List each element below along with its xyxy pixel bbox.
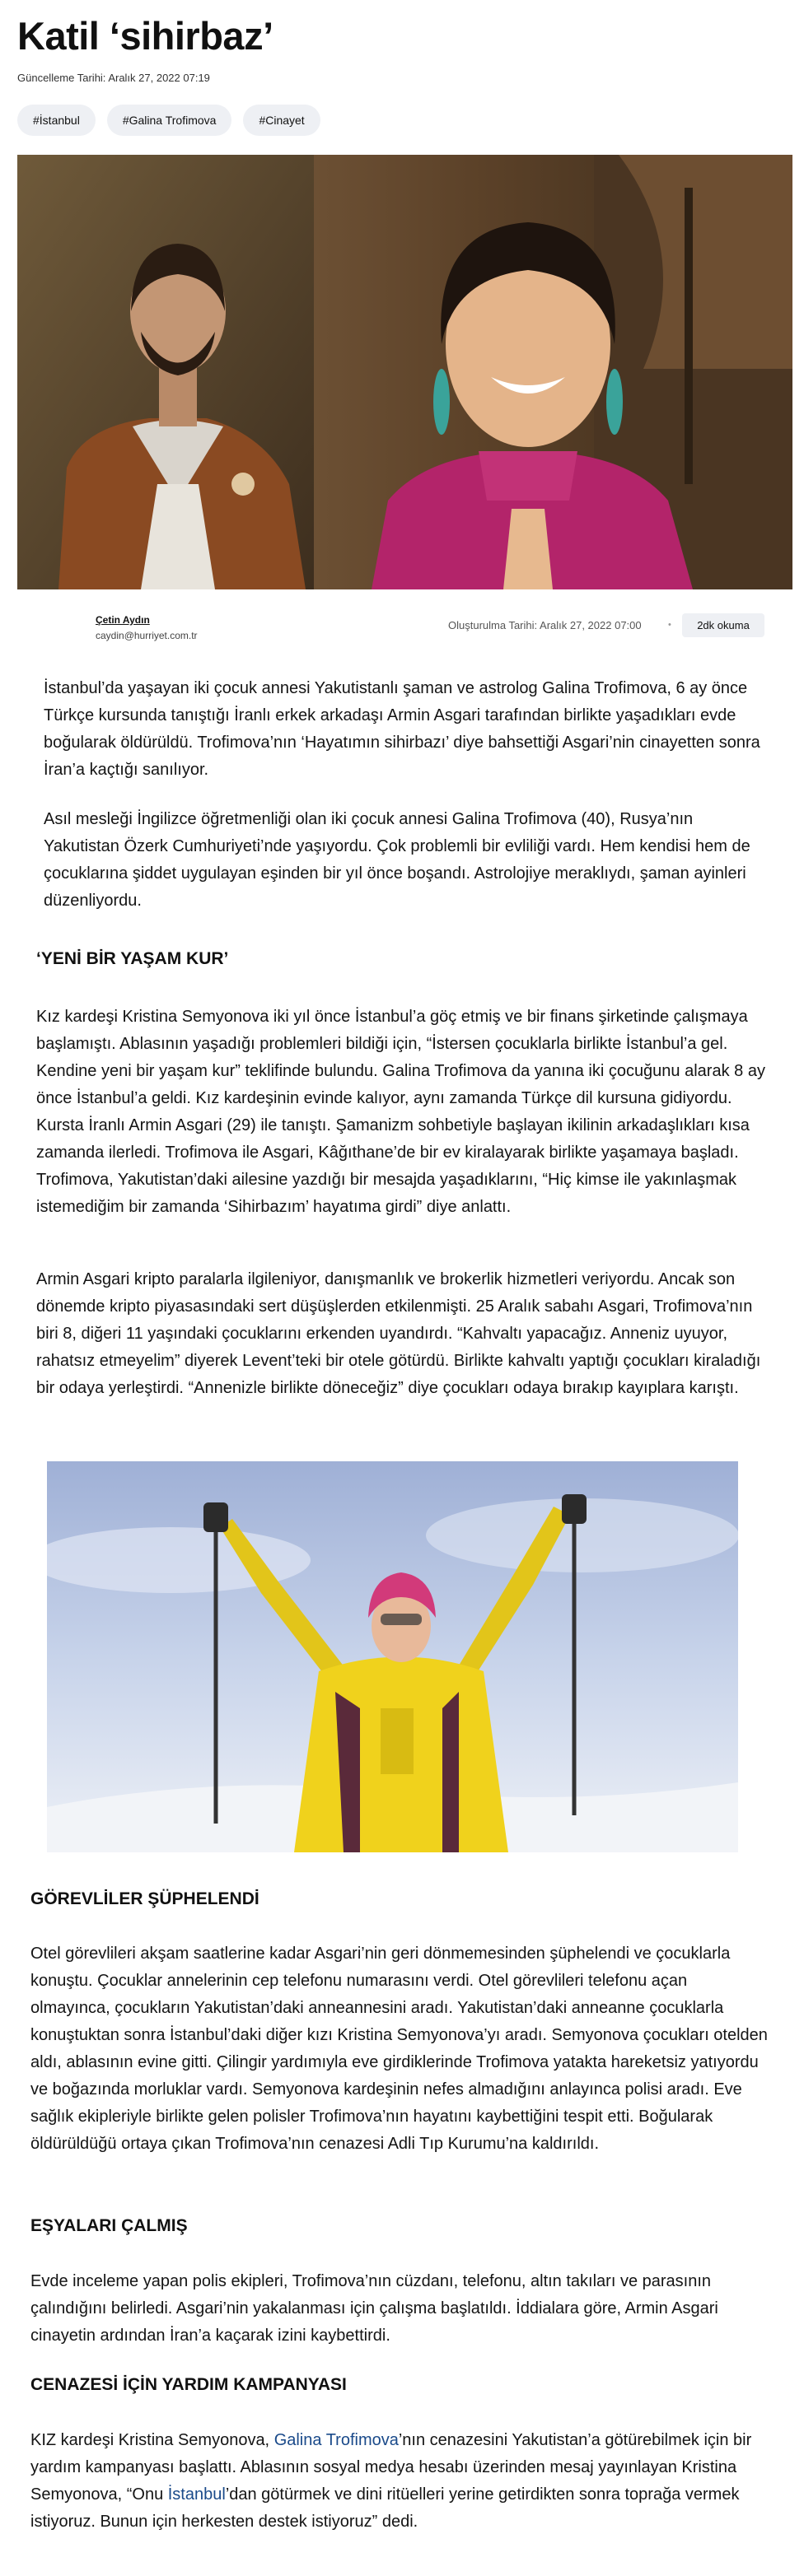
author-block	[96, 614, 198, 641]
tag-galina-trofimova[interactable]: #Galina Trofimova	[107, 105, 232, 136]
section-heading-yeni-bir-yasam: ‘YENİ BİR YAŞAM KUR’	[36, 949, 229, 968]
updated-date: Güncelleme Tarihi: Aralık 27, 2022 07:19	[17, 72, 210, 84]
tag-istanbul[interactable]: #İstanbul	[17, 105, 96, 136]
section1-paragraph-2: Armin Asgari kripto paralarla ilgileniyor, danışmanlık ve brokerlik hizmetleri veriyordu. Ancak son dönemde kripto piyasasındaki sert düşüşlerden etkilenmişti. 25 Aralık sabahı Asgari, Trofimova’nın biri 8, diğeri 11 yaşındaki çocuklarını erkenden uyandırdı. “Kahvaltı yapacağız. Anneniz uyuyor, rahatsız etmeyelim” diyerek Levent’teki bir otele götürdü. Birlikte kahvaltı yaptığı çocukları kiraladığı bir odaya yerleştirdi. “Annenizle birlikte döneceğiz” diye çocukları odaya bırakıp kayıplara karıştı.	[36, 1270, 761, 1397]
hero-photo	[17, 155, 792, 589]
created-date: Oluşturulma Tarihi: Aralık 27, 2022 07:00	[448, 619, 642, 631]
section2-paragraph: Otel görevlileri akşam saatlerine kadar Asgari’nin geri dönmemesinden şüphelendi ve çocuklarla konuştu. Çocuklar annelerinin cep telefonu numarasını verdi. Otel görevlileri telefonu açan olmayınca, çocukların Yakutistan’daki anneannesini aradı. Yakutistan’daki anneanne çocuklarla konuştuktan sonra İstanbul’daki diğer kızı Kristina Semyonova’yı aradı. Semyonova çocukları otelden aldı, ablasının evine gitti. Çilingir yardımıyla eve girdiklerinde Trofimova yatakta hareketsiz yatıyordu ve boğazında morluklar vardı. Semyonova kardeşinin nefes almadığını anlayınca polisi aradı. Eve sağlık ekipleriyle birlikte gelen polisler Trofimova’nın hayatını kaybettiğini tespit etti. Boğularak öldürüldüğü ortaya çıkan Trofimova’nın cenazesi Adli Tıp Kurumu’na kaldırıldı.	[30, 1945, 768, 2153]
intro-paragraph-1: İstanbul’da yaşayan iki çocuk annesi Yakutistanlı şaman ve astrolog Galina Trofimova, 6 ay önce Türkçe kursunda tanıştığı İranlı erkek arkadaşı Armin Asgari tarafından birlikte yaşadıkları evde boğularak öldürüldü. Trofimova’nın ‘Hayatımın sihirbazı’ diye bahsettiği Asgari’nin cinayetten sonra İran’a kaçtığı sanılıyor.	[44, 679, 760, 779]
section3-paragraph: Evde inceleme yapan polis ekipleri, Trofimova’nın cüzdanı, telefonu, altın takıları ve parasının çalındığını belirledi. Asgari’nin yakalanması için çalışma başlatıldı. İddialara göre, Armin Asgari cinayetin ardından İran’a kaçarak izini kaybettirdi.	[30, 2272, 718, 2345]
section1-paragraph-1: Kız kardeşi Kristina Semyonova iki yıl önce İstanbul’a göç etmiş ve bir finans şirketinde çalışmaya başlamıştı. Ablasının yaşadığı problemleri bildiği için, “İstersen çocuklarla birlikte İstanbul’a gel. Kendine yeni bir yaşam kur” teklifinde bulundu. Galina Trofimova da yanına iki çocuğunu alarak 8 ay önce İstanbul’a geldi. Kız kardeşinin evinde kalıyor, aynı zamanda Türkçe dil kursuna gidiyordu. Kursta İranlı Armin Asgari (29) ile tanıştı. Şamanizm sohbetiyle başlayan ikilinin arkadaşlıkları kısa zamanda ilerledi. Trofimova ile Asgari, Kâğıthane’de bir ev kiralayarak birlikte yaşamaya başladı. Trofimova, Yakutistan’daki ailesine yazdığı bir mesajda yaşadıklarını, “Hiç kimse ile yakınlaşmak istemediğim bir zamanda ‘Sihirbazım’ hayatıma girdi” diye anlattı.	[36, 1008, 765, 1216]
meta-separator: •	[668, 620, 671, 630]
tag-list	[17, 105, 320, 136]
article-title: Katil ‘sihirbaz’	[17, 14, 273, 58]
author-email: caydin@hurriyet.com.tr	[96, 630, 198, 641]
mountain-photo	[47, 1461, 738, 1852]
author-name-link[interactable]: Çetin Aydın	[96, 614, 150, 626]
intro-paragraph-2: Asıl mesleği İngilizce öğretmenliği olan iki çocuk annesi Galina Trofimova (40), Rusya’nın Yakutistan Özerk Cumhuriyeti’nde yaşıyordu. Çok problemli bir evliliği vardı. Hem kendisi hem de çocuklarına şiddet uygulayan eşinden bir yıl önce boşandı. Astrolojiye meraklıydı, şaman ayinleri düzenliyordu.	[44, 810, 750, 910]
section4-paragraph	[30, 2427, 755, 2536]
section4-text-1: KIZ kardeşi Kristina Semyonova,	[30, 2431, 274, 2449]
section4-text-3: ’dan götürmek ve dini ritüelleri yerine getirdikten sonra toprağa vermek istiyoruz. Bunun için herkesten destek istiyoruz” dedi.	[30, 2485, 740, 2531]
section4-text-2: ’nın cenazesini Yakutistan’a götürebilmek için bir yardım kampanyası başlattı. Ablasının sosyal medya hesabı üzerinden mesaj yayınlayan Kristina Semyonova, “Onu	[30, 2431, 752, 2504]
section-heading-cenazesi: CENAZESİ İÇİN YARDIM KAMPANYASI	[30, 2375, 347, 2394]
galina-trofimova-link[interactable]: Galina Trofimova	[273, 2431, 399, 2449]
section-heading-esyalari: EŞYALARI ÇALMIŞ	[30, 2216, 188, 2235]
article-image-2	[47, 1461, 738, 1852]
hero-image	[17, 155, 792, 589]
istanbul-link[interactable]: İstanbul	[167, 2485, 226, 2504]
tag-cinayet[interactable]: #Cinayet	[243, 105, 320, 136]
read-time-badge: 2dk okuma	[682, 613, 764, 637]
section-heading-gorevliler: GÖREVLİLER ŞÜPHELENDİ	[30, 1889, 259, 1908]
